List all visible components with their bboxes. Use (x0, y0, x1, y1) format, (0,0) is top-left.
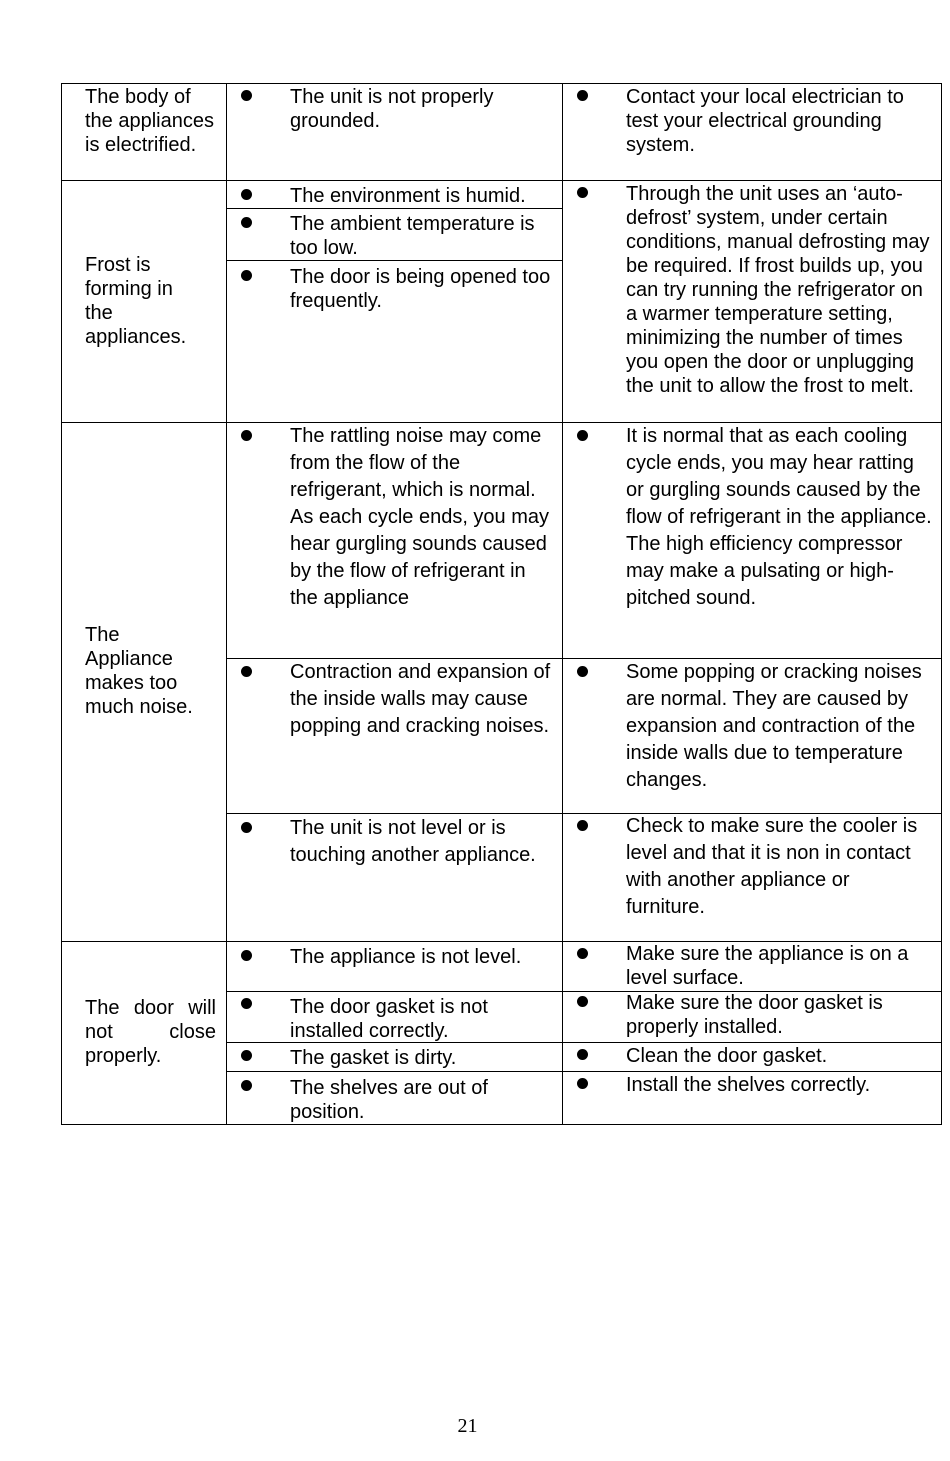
solution-item: Clean the door gasket. (626, 1045, 828, 1067)
bullet-icon (241, 430, 252, 441)
cell-divider (226, 1071, 942, 1072)
cause-item: The appliance is not level. (290, 946, 522, 968)
bullet-icon (241, 666, 252, 677)
solution-item: Some popping or cracking noises are normal. They are caused by expansion and contraction of the inside walls due to temperature changes. (626, 661, 922, 791)
row-divider (61, 180, 942, 181)
bullet-icon (577, 90, 588, 101)
bullet-icon (577, 948, 588, 959)
bullet-icon (241, 189, 252, 200)
bullet-icon (577, 820, 588, 831)
cause-item: The environment is humid. (290, 185, 526, 207)
table-divider-col1 (226, 83, 227, 1125)
bullet-icon (241, 950, 252, 961)
problem-cell: Frost is forming in the appliances. (85, 254, 187, 348)
bullet-icon (577, 430, 588, 441)
solution-item: Install the shelves correctly. (626, 1074, 871, 1096)
bullet-icon (577, 666, 588, 677)
table-border-left (61, 83, 62, 1125)
solution-item: Through the unit uses an ‘auto-defrost’ system, under certain conditions, manual defrosting may be required. If frost builds up, you can try running the refrigerator on a warmer temperature setting, minimizing the number of times you open the door or unplugging the unit to allow the frost to melt. (626, 183, 930, 397)
bullet-icon (577, 1049, 588, 1060)
bullet-icon (241, 270, 252, 281)
cause-item: The unit is not level or is touching another appliance. (290, 817, 536, 866)
solution-item: Make sure the appliance is on a level surface. (626, 943, 909, 989)
bullet-icon (577, 996, 588, 1007)
cause-item: The rattling noise may come from the flow of the refrigerant, which is normal. As each cycle ends, you may hear gurgling sounds caused by the flow of refrigerant in the appliance (290, 425, 550, 609)
table-border-top (61, 83, 942, 84)
table-divider-col2 (562, 83, 563, 1125)
problem-cell: The Appliance makes too much noise. (85, 624, 193, 718)
problem-cell: The body of the appliances is electrified. (85, 86, 214, 156)
cause-item: The gasket is dirty. (290, 1047, 457, 1069)
page-number: 21 (457, 1415, 478, 1437)
bullet-icon (241, 822, 252, 833)
cell-divider (226, 260, 563, 261)
bullet-icon (241, 90, 252, 101)
bullet-icon (241, 1050, 252, 1061)
table-border-bottom (61, 1124, 942, 1125)
bullet-icon (241, 1080, 252, 1091)
cell-divider (226, 208, 563, 209)
problem-cell: The door will not close properly. (85, 997, 216, 1067)
bullet-icon (577, 1078, 588, 1089)
cause-item: The ambient temperature is too low. (290, 213, 535, 259)
bullet-icon (577, 187, 588, 198)
table-border-right (941, 83, 942, 1125)
solution-item: Make sure the door gasket is properly installed. (626, 992, 883, 1038)
cause-item: The door gasket is not installed correctly. (290, 996, 488, 1042)
bullet-icon (241, 998, 252, 1009)
solution-item: Contact your local electrician to test your electrical grounding system. (626, 86, 904, 156)
cause-item: The shelves are out of position. (290, 1077, 488, 1123)
cause-item: The door is being opened too frequently. (290, 266, 551, 312)
solution-item: Check to make sure the cooler is level and that it is non in contact with another appliance or furniture. (626, 815, 918, 918)
bullet-icon (241, 217, 252, 228)
cause-item: Contraction and expansion of the inside walls may cause popping and cracking noises. (290, 661, 551, 737)
solution-item: It is normal that as each cooling cycle ends, you may hear ratting or gurgling sounds caused by the flow of refrigerant in the appliance. The high efficiency compressor may make a pulsating or high-pitched sound. (626, 425, 932, 609)
cause-item: The unit is not properly grounded. (290, 86, 494, 132)
